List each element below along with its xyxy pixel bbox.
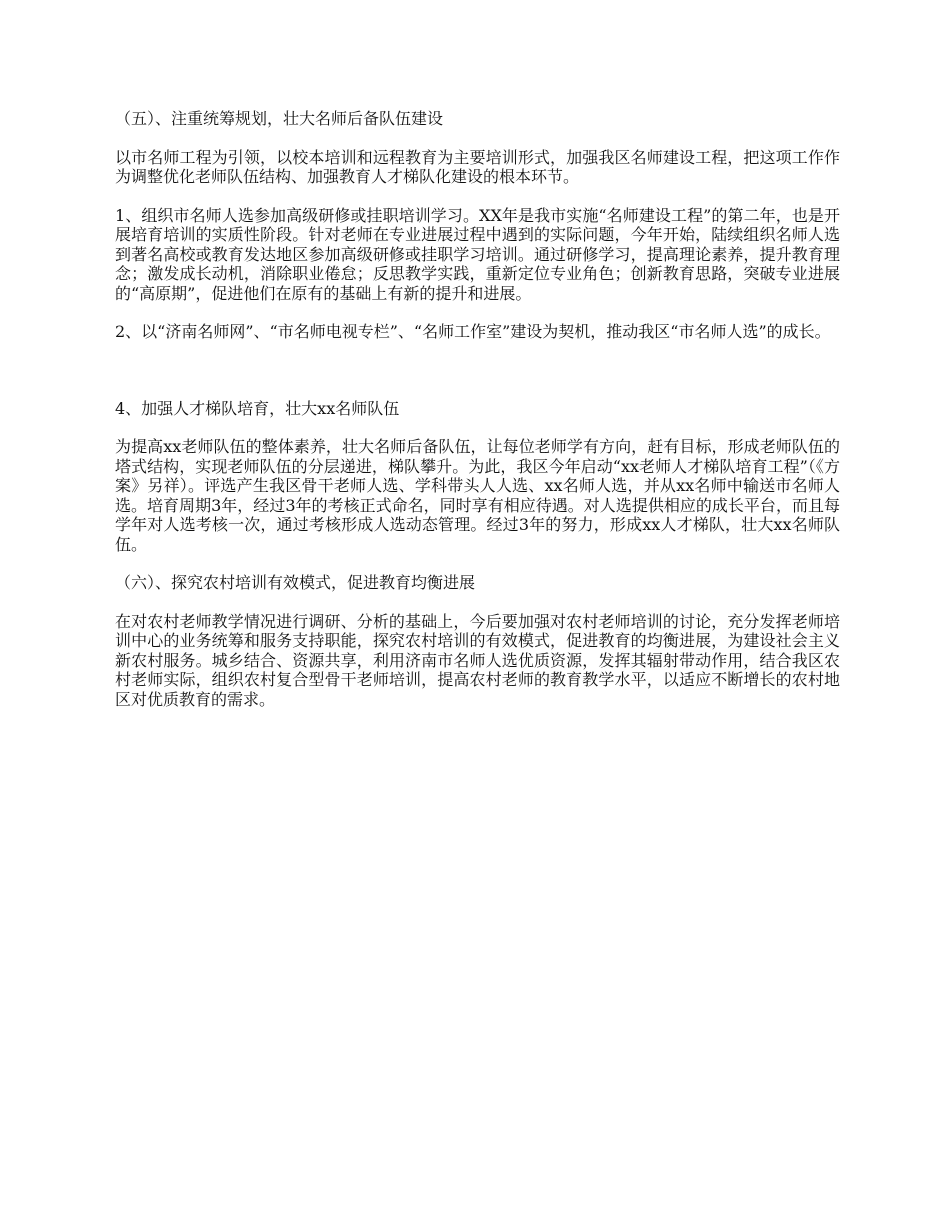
section5-heading: （五）、注重统筹规划，壮大名师后备队伍建设 xyxy=(115,109,444,128)
blank-gap xyxy=(115,361,840,399)
section5-intro-paragraph: 以市名师工程为引领，以校本培训和远程教育为主要培训形式，加强我区名师建设工程，把这项工作作为调整优化老师队伍结构、加强教育人才梯队化建设的根本环节。 xyxy=(115,147,840,186)
item4-paragraph: 为提高xx老师队伍的整体素养，壮大名师后备队伍，让每位老师学有方向，赶有目标，形成老师队伍的塔式结构，实现老师队伍的分层递进，梯队攀升。为此，我区今年启动“xx老师人才梯队培育工程”（《方案》另祥）。评选产生我区骨干老师人选、学科带头人人选、xx名师人选，并从xx名师中输送市名师人选。培育周期3年，经过3年的考核正式命名，同时享有相应待遇。对人选提供相应的成长平台，而且每学年对人选考核一次，通过考核形成人选动态管理。经过3年的努力，形成xx人才梯队，壮大xx名师队伍。 xyxy=(115,437,840,554)
section6-heading: （六）、探究农村培训有效模式，促进教育均衡进展 xyxy=(115,573,476,592)
item1-paragraph: 1、组织市名师人选参加高级研修或挂职培训学习。XX年是我市实施“名师建设工程”的第二年，也是开展培育培训的实质性阶段。针对老师在专业进展过程中遇到的实际问题，今年开始，陆续组织名师人选到著名高校或教育发达地区参加高级研修或挂职学习培训。通过研修学习，提高理论素养，提升教育理念；激发成长动机，消除职业倦怠；反思教学实践，重新定位专业角色；创新教育思路，突破专业进展的“高原期”，促进他们在原有的基础上有新的提升和进展。 xyxy=(115,205,840,303)
section6-paragraph: 在对农村老师教学情况进行调研、分析的基础上，今后要加强对农村老师培训的讨论，充分发挥老师培训中心的业务统筹和服务支持职能，探究农村培训的有效模式，促进教育的均衡进展，为建设社会主义新农村服务。城乡结合、资源共享，利用济南市名师人选优质资源，发挥其辐射带动作用，结合我区农村老师实际，组织农村复合型骨干老师培训，提高农村老师的教育教学水平，以适应不断增长的农村地区对优质教育的需求。 xyxy=(115,611,840,709)
item4-heading: 4、加强人才梯队培育，壮大xx名师队伍 xyxy=(115,398,400,418)
item2-paragraph: 2、以“济南名师网”、“市名师电视专栏”、“名师工作室”建设为契机，推动我区“市名师人选”的成长。 xyxy=(115,322,831,341)
document-page xyxy=(115,109,840,728)
